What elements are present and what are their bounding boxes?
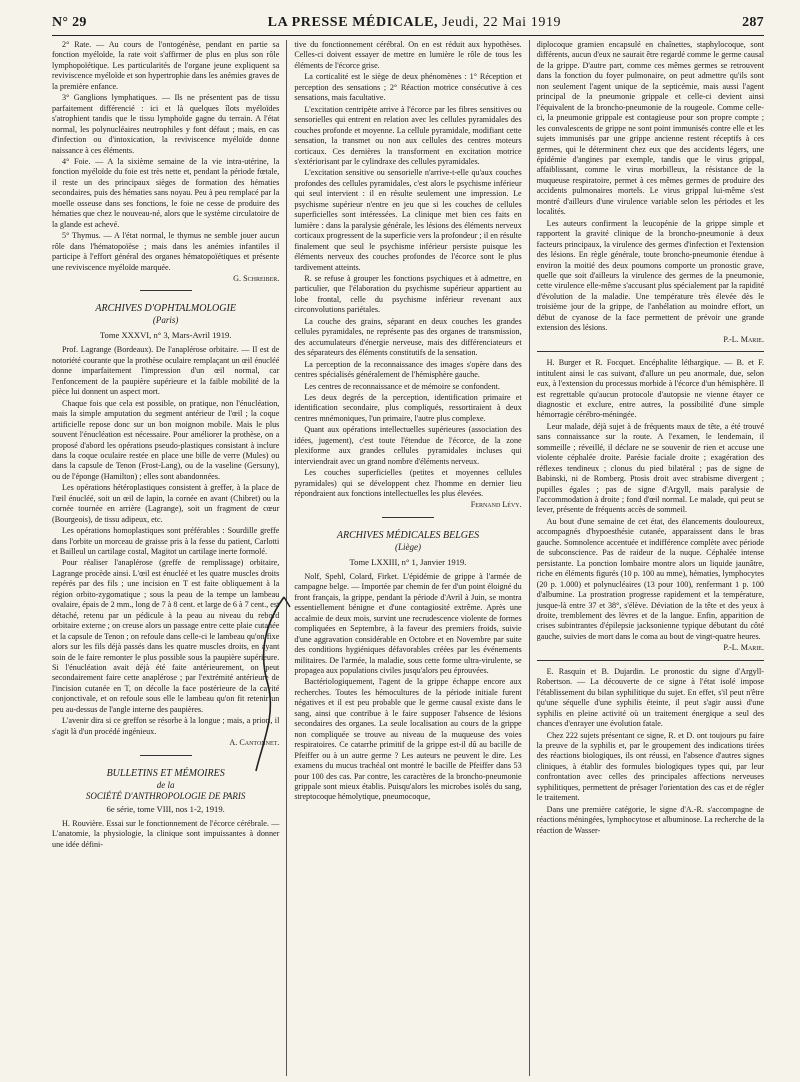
issue-date: Jeudi, 22 Mai 1919	[442, 15, 562, 30]
issue-number: N° 29	[52, 15, 87, 30]
paragraph: 3° Ganglions lymphatiques. — Ils ne présentent pas de tissu parfaitement différencié : ici et là quelques îlots myéloïdes s'atrophient tandis que le tissu lymphoïde gagne du terrain. A l'état normal, les polynucléaires neutrophiles y font défaut ; mais, en cas d'infection ou d'intoxication, la reviviscence myéloïde donne naissance à ces éléments.	[52, 93, 280, 155]
paragraph: 2° Rate. — Au cours de l'ontogénèse, pendant en partie sa fonction myéloïde, la rate voit s'affirmer de plus en plus son rôle lymphopoïétique. Les particularités de l'organe jeune expliquent sa reviviscence myéloïde et son hypertrophie dans les anémies graves de la première enfance.	[52, 40, 280, 91]
section-subtitle: SOCIÉTÉ D'ANTHROPOLOGIE DE PARIS	[85, 790, 246, 801]
paragraph: Pour réaliser l'anaplérose (greffe de remplissage) orbitaire, Lagrange procède ainsi. L'œil est énucléé et les quatre muscles droits repérés par des fils ; une incision en T est faite obliquement à la région orbito-zygomatique ; sous la peau de la tempe un lambeau ovalaire, épais de 2 mm., long de 7 à 8 cent. et large de 6 à 7 cent., est détaché, retenu par un pédicule à la peau au niveau du rebord orbitaire externe ; on creuse alors un passage entre cette plaie cutanée et la capsule de Tenon ; on refoule dans celle-ci le lambeau qu'on fixe alors sur les fils déjà passés dans les quatre muscles droits, en ayant soin de le faire remonter le plus possible sous la paupière supérieure. Si l'énucléation avait déjà été faite antérieurement, on peut secondairement faire cette anaplérose ; par l'extrémité antérieure de l'incision cutanée en T, on décolle la face postérieure de la cavité conjonctivale, et on refoule sous elle le lambeau qu'on fit retenir un peu au-dessus de l'angle interne des paupières.	[52, 558, 280, 714]
page-number: 287	[742, 15, 764, 30]
header-rule	[52, 35, 764, 36]
section-divider	[140, 290, 192, 291]
paragraph: L'avenir dira si ce greffon se résorbe à la longue ; mais, a priori, il s'agit là d'un procédé ingénieux.	[52, 716, 280, 736]
author-signature: A. Cantonnet.	[229, 738, 280, 748]
running-header	[52, 12, 764, 34]
paragraph: L'excitation centripète arrive à l'écorce par les fibres sensitives ou sensorielles qui entrent en relation avec les cellules pyramidales des couches profonde et moyenne. La cellule pyramidale, modifiant cette sensation, la transmet ou non aux cellules des centres moteurs corticaux. Ces dernières la transforment en excitation motrice s'extériorisant par le cylindraxe des cellules pyramidales.	[294, 104, 522, 166]
paragraph: 5° Thymus. — A l'état normal, le thymus ne semble jouer aucun rôle dans l'hématopoïèse ; mais dans les anémies infantiles il participe à l'effort général des organes hématopoïétiques et présente une reviviscence myéloïde marquée.	[52, 231, 280, 272]
paragraph: Les centres de reconnaissance et de mémoire se confondent.	[304, 381, 500, 391]
paragraph: La perception de la reconnaissance des images s'opère dans des centres spécialisés généralement de l'hémisphère gauche.	[294, 359, 522, 380]
text-columns	[52, 40, 764, 1076]
paragraph: Les opérations hétéroplastiques consistent à greffer, à la place de l'œil énucléé, soit un œil de lapin, la cornée en avant (Chibret) ou la cornée tournée en arrière (Lagrange), soit un fragment de cœur (Bourgeois), de tissu adipeux, etc.	[52, 483, 280, 524]
author-signature: G. Schreiber.	[233, 273, 280, 283]
article-divider	[537, 660, 764, 661]
paragraph: H. Rouvière. Essai sur le fonctionnement de l'écorce cérébrale. — L'anatomie, la physiologie, la clinique sont impuissantes à donner une idée défini-	[52, 818, 280, 849]
section-volume: Tome LXXIII, n° 1, Janvier 1919.	[349, 556, 467, 567]
section-subtitle: (Paris)	[152, 315, 179, 326]
paragraph: Bactériologiquement, l'agent de la grippe échappe encore aux recherches. Toutes les hémocultures de la période initiale furent négatives et il est peu probable que le germe causal existe dans le sang, ainsi que contribue à le faire supposer l'absence de lésions secondaires des organes. La seule localisation au cours de la grippe non compliquée se trouve au niveau de la muqueuse des voies respiratoires. Ce catarrhe primitif de la grippe est-il dû au bacille de Pfeiffer ou à un autre germe ? Les auteurs ne peuvent le dire. Les examens du mucus trachéal ont montré le bacille de Pfeiffer dans 53 pour 100 des cas. Par contre, les caractères de la broncho-pneumonie grippale sont mieux établis. Puisqu'alors les microbes isolés du sang, streptocoque hémolytique, pneumocoque,	[294, 677, 522, 802]
paragraph: Quant aux opérations intellectuelles supérieures (association des idées, jugement), c'est toute l'étendue de l'écorce, de la zone plexiforme aux grandes cellules pyramidales incluses qui interviendrait avec un grand nombre d'éléments nerveux.	[294, 425, 522, 466]
paragraph: Chaque fois que cela est possible, on pratique, non l'énucléation, mais la simple amputation du segment antérieur de l'œil ; la coque artificielle repose donc sur un bon moignon mobile. Mais le plus souvent l'énucléation est nécessaire. Pour améliorer la prothèse, on a proposé d'abord les opérations pseudo-plastiques consistant à inclure dans la coque oculaire restée en place une bille de verre (Mules) ou dans la capsule de Tenon (Frost-Lang), ou de la vaseline (Gersuny), ou de l'éponge (Hamilton) ; elles sont abandonnées.	[52, 398, 280, 481]
section-divider	[140, 755, 192, 756]
paragraph: E. Rasquin et B. Dujardin. Le pronostic du signe d'Argyll-Robertson. — La découverte de ce signe à l'état isolé impose l'établissement du bilan syphilitique du sujet. En effet, s'il peut n'être qu'une séquelle d'une syphilis éteinte, il peut s'agir aussi d'une syphilis en pleine activité où un traitement énergique a seul des chances d'enrayer une évolution fatale.	[536, 666, 764, 729]
paragraph: Nolf, Spehl, Colard, Firket. L'épidémie de grippe à l'armée de campagne belge. — Importée par chemin de fer d'un point éloigné du front français, la grippe, pendant la période d'Avril à Juin, se montra essentiellement bénigne et d'une contagiosité extrême. Après une accalmie de deux mois, survint une recrudescence violente de formes compliquées en Septembre, à la faveur des premiers froids, suivie d'une aggravation considérable en Octobre et en Novembre par suite des conditions hygiéniques défavorables créées par les événements militaires. De l'armée, la maladie, sous cette forme ultra-virulente, se propagea aux populations civiles jusqu'alors peu éprouvées.	[294, 571, 522, 676]
column-3	[530, 40, 764, 1076]
section-subtitle: de la	[156, 779, 175, 790]
journal-title-line	[268, 15, 562, 31]
paragraph: Prof. Lagrange (Bordeaux). De l'anaplérose orbitaire. — Il est de notoriété courante que la prothèse oculaire remplaçant un œil énucléé donne imparfaitement l'impression d'un œil normal, car l'enfoncement de la paupière supérieure et la faible mobilité de la pièce lui donnent un aspect mort.	[52, 345, 280, 397]
paragraph: L'excitation sensitive ou sensorielle n'arrive-t-elle qu'aux couches profondes des cellules pyramidales, c'est alors le psychisme inférieur qui seul intervient : il en résulte seulement une impression. Le psychisme supérieur n'entre en jeu que si les couches de cellules superficielles sont intéressées. La clinique met bien ces faits en lumière : dans la paralysie générale, les lésions des éléments nerveux corticaux progressent de la superficie vers la profondeur ; il en résulte finalement que seul le psychisme inférieur persiste puisque les éléments nerveux des couches profondes de l'écorce sont le plus tardivement atteints.	[294, 168, 522, 272]
paragraph: Chez 222 sujets présentant ce signe, R. et D. ont toujours pu faire la preuve de la syphilis et, par le groupement des indications tirées des réactions biologiques, ils ont réussi, en l'absence d'autres signes cliniques, à établir des formules biologiques types qui, par leur confrontation avec celles des principales affections nerveuses syphilitiques, permettent de présager l'orientation des cas et de régler le traitement.	[536, 730, 764, 803]
author-signature: P.-L. Marie.	[723, 334, 764, 344]
paragraph: Les auteurs confirment la leucopénie de la grippe simple et rapportent la gravité clinique de la broncho-pneumonie à deux facteurs principaux, la virulence des germes d'infection et l'extension des lésions. En règle générale, toute broncho-pneumonie étendue à environ la moitié des deux poumons comporte un pronostic grave, quelle que soit d'ailleurs la virulence des germes de la pneumonie, cette virulence elle-même s'accusant plus spécialement par la rapidité d'évolution de la maladie. Une température très élevée dès le troisième jour de la grippe, de l'anhélation au moindre effort, un début de cyanose de la face permettent de prévoir une grande extension des lésions.	[536, 218, 764, 333]
paragraph: R. se refuse à grouper les fonctions psychiques et à admettre, en particulier, que l'élaboration du psychisme supérieur appartient au lobe frontal, celle du psychisme inférieur revenant aux circonvolutions pariétales.	[294, 273, 522, 315]
journal-title: LA PRESSE MÉDICALE,	[267, 15, 439, 30]
paragraph: tive du fonctionnement cérébral. On en est réduit aux hypothèses. Celles-ci doivent essayer de mettre en lumière le rôle de tous les éléments de l'écorce grise.	[294, 40, 522, 70]
paragraph: diplocoque gramien encapsulé en chaînettes, staphylocoque, sont différents, aucun d'eux ne saurait être regardé comme le germe causal de la grippe. D'autre part, comme ces mêmes germes se retrouvent dans la fonction du foyer pulmonaire, on peut admettre qu'ils sont non seulement l'agent unique de la septicémie, mais aussi l'agent principal de la pneumonie grippale et celle-ci devient ainsi l'équivalent de la broncho-pneumonie de la rougeole. Comme celle-ci, la pneumonie grippale est contagieuse pour son propre compte ; les convalescents de grippe ne sont point immunisés contre elle et les sujets immunisés par une grippe ancienne restent réceptifs à ces germes, qui le déterminent chez eux que des accidents légers, une épidémie d'angines par exemple, tandis que le virus grippal, affaiblissant, comme le virus morbilleux, la résistance de la muqueuse respiratoire, permet à ces mêmes germes de produire des accidents pulmonaires mortels. Le virus grippal lui-même s'est montré d'ailleurs d'une virulence variable selon les périodes et les localités.	[536, 40, 764, 217]
section-divider	[382, 517, 434, 518]
author-signature: Fernand Lévy.	[470, 500, 522, 510]
paragraph: Les deux degrés de la perception, identification primaire et identification secondaire, plus compliqués, ressortiraient à deux centres mnémoniques, l'un primaire, l'autre plus complexe.	[294, 392, 522, 423]
article-divider	[537, 351, 764, 352]
paragraph: La couche des grains, séparant en deux couches les grandes cellules pyramidales, ne représente pas des organes de transmission, des accumulateurs d'énergie nerveuse, mais des différenciateurs et des séparateurs des éléments constitutifs de la sensation.	[294, 316, 522, 358]
paragraph: La corticalité est le siège de deux phénomènes : 1° Réception et perception des sensations ; 2° Réaction motrice consécutive à ces sensations, mais facultative.	[294, 72, 522, 103]
section-title: ARCHIVES MÉDICALES BELGES	[336, 529, 480, 541]
section-title: ARCHIVES D'OPHTALMOLOGIE	[95, 303, 236, 315]
section-volume: Tome XXXVI, n° 3, Mars-Avril 1919.	[99, 330, 232, 341]
paragraph: Leur malade, déjà sujet à de fréquents maux de tête, a été trouvé sans connaissance sur la route. A l'examen, le lendemain, il sommeille ; réveillé, il déclare ne se souvenir de rien et accuse une violente céphalée droite. Parésie faciale droite ; exagération des réflexes tendineux ; clonus du pied bilatéral ; pas de signe de Babinski, ni de Romberg. Ptosis droit avec strabisme divergent ; pupilles égales ; pas de signe d'Argyll, mais paralysie de l'accommodation à droite ; fond d'œil normal. Le malade, qui peut se lever, présente de fréquents accès de sommeil.	[536, 421, 764, 515]
paragraph: 4° Foie. — A la sixième semaine de la vie intra-utérine, la fonction myéloïde du foie est très nette et, pendant la période fœtale, il reste un des principaux sièges de formation des hématies secondaires, puis des hématies sans noyau. Peu à peu remplacé par la moelle osseuse dans ses fonctions, le foie ne cesse de produire des hématies que chez le nouveau-né, alors que le système circulatoire de la glande est achevé.	[52, 156, 280, 229]
column-1	[52, 40, 286, 1076]
paragraph: Au bout d'une semaine de cet état, des élancements douloureux, accompagnés d'hypoesthésie cutanée, apparaissent dans le bras gauche. Somnolence accentuée et indifférence complète avec période de subconscience. Pas de raideur de la nuque. Céphalée intense persistante. La ponction lombaire montre alors un liquide jaunâtre, riche en éléments figurés (10 p. 100 au mme), hématies, lymphocytes (20 p. 1.000) et polynucléaires (13 pour 100), renfermant 1 p. 100 d'albumine. La prostration progresse rapidement et la température, jusque-là entre 37 et 38°, s'élève. Déviation de la tête et des yeux à droite, tremblement des lèvres et de la langue. Enfin, apparition de crises subintrantes d'épilepsie jacksonienne typique débutant du côté gauche, suivies de mort dans le coma au bout de vingt-quatre heures.	[536, 516, 764, 641]
author-signature: P.-L. Marie.	[723, 643, 764, 653]
paragraph: Les opérations homoplastiques sont préférables : Sourdille greffe dans l'orbite un morceau de graisse pris à la fesse du patient, Carlotti et Bailleul un cartilage costal, Magitot un cartilage inerte formolé.	[52, 526, 280, 557]
paragraph: Les couches superficielles (petites et moyennes cellules pyramidales) qui se développent chez l'homme en dernier lieu répondraient aux fonctions intellectuelles les plus élevées.	[294, 468, 522, 499]
section-volume: 6e série, tome VIII, nos 1-2, 1919.	[106, 803, 225, 814]
paragraph: Dans une première catégorie, le signe d'A.-R. s'accompagne de réactions méningées, lymphocytose et albuminose. La recherche de la réaction de Wasser-	[536, 804, 764, 835]
paragraph: H. Burger et R. Focquet. Encéphalite léthargique. — B. et F. intitulent ainsi le cas suivant, d'allure un peu anormale, due, selon eux, à l'extension du processus morbide à l'écorce d'un hémisphère. Il est regrettable qu'aucun protocole d'autopsie ne vienne étayer ce diagnostic et exclure, entre autres, la possibilité d'une simple hémorragie cérébro-méningée.	[536, 358, 764, 420]
section-subtitle: (Liège)	[394, 541, 421, 552]
column-2	[287, 40, 528, 1076]
section-title: BULLETINS ET MÉMOIRES	[106, 767, 225, 779]
